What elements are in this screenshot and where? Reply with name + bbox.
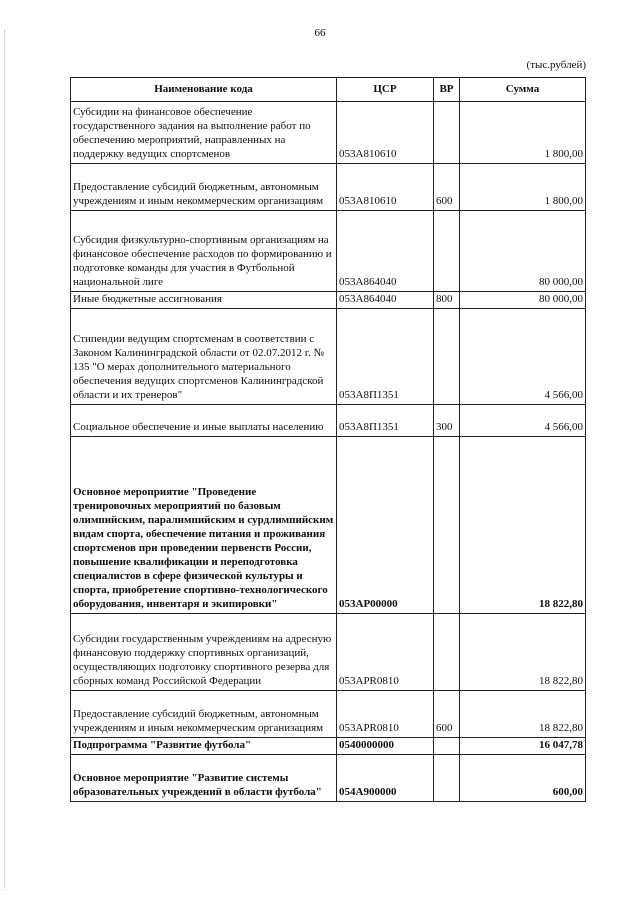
- row-csr: 0540000000: [337, 737, 434, 754]
- row-vr: [434, 211, 460, 292]
- table-row: [71, 436, 586, 613]
- table-row: [71, 404, 586, 436]
- row-vr: 300: [434, 404, 460, 436]
- budget-table: [70, 77, 586, 802]
- row-vr: [434, 737, 460, 754]
- header-csr: ЦСР: [337, 78, 434, 102]
- row-sum: 1 800,00: [460, 102, 586, 164]
- row-vr: 600: [434, 690, 460, 737]
- binding-margin-marks: [4, 30, 7, 890]
- units-label: (тыс.рублей): [526, 59, 586, 71]
- row-csr: 053А864040: [337, 292, 434, 309]
- row-vr: 600: [434, 164, 460, 211]
- row-sum: 18 822,80: [460, 436, 586, 613]
- row-csr: 053А810610: [337, 164, 434, 211]
- table-row: [71, 308, 586, 404]
- row-vr: [434, 102, 460, 164]
- row-csr: 054А900000: [337, 754, 434, 801]
- table-row: [71, 690, 586, 737]
- row-vr: [434, 613, 460, 690]
- header-vr: ВР: [434, 78, 460, 102]
- row-name: Субсидия физкультурно-спортивным организациям на финансовое обеспечение расходов по формированию и подготовке команды для участия в Футбольной национальной лиге: [71, 211, 337, 292]
- table-header-row: [71, 78, 586, 102]
- row-csr: 053АРR0810: [337, 613, 434, 690]
- row-name: Основное мероприятие "Проведение тренировочных мероприятий по базовым олимпийским, паралимпийским и сурдлимпийским видам спорта, обеспечение питания и проживания спортсменов при проведении первенств России, повышение квалификации и переподготовка специалистов в сфере физической культуры и спорта, приобретение спортивно-технологического оборудования, инвентаря и экипировки": [71, 436, 337, 613]
- row-sum: 80 000,00: [460, 292, 586, 309]
- row-vr: 800: [434, 292, 460, 309]
- row-name: Стипендии ведущим спортсменам в соответствии с Законом Калининградской области от 02.07.2012 г. № 135 "О мерах дополнительного материального обеспечения ведущих спортсменов Калининградской области и их тренеров": [71, 308, 337, 404]
- row-name: Социальное обеспечение и иные выплаты населению: [71, 404, 337, 436]
- row-sum: 4 566,00: [460, 308, 586, 404]
- row-csr: 053АР00000: [337, 436, 434, 613]
- row-csr: 053А810610: [337, 102, 434, 164]
- table-row: [71, 164, 586, 211]
- row-name: Основное мероприятие "Развитие системы образовательных учреждений в области футбола": [71, 754, 337, 801]
- row-vr: [434, 308, 460, 404]
- row-name: Подпрограмма "Развитие футбола": [71, 737, 337, 754]
- row-name: Субсидии государственным учреждениям на адресную финансовую поддержку спортивных организаций, осуществляющих подготовку спортивного резерва для сборных команд Российской Федерации: [71, 613, 337, 690]
- page-number: 66: [314, 27, 326, 39]
- row-sum: 18 822,80: [460, 690, 586, 737]
- row-sum: 18 822,80: [460, 613, 586, 690]
- row-csr: 053А864040: [337, 211, 434, 292]
- row-vr: [434, 436, 460, 613]
- header-sum: Сумма: [460, 78, 586, 102]
- row-vr: [434, 754, 460, 801]
- table-row: [71, 292, 586, 309]
- row-sum: 600,00: [460, 754, 586, 801]
- row-sum: 4 566,00: [460, 404, 586, 436]
- table-row: [71, 102, 586, 164]
- row-sum: 1 800,00: [460, 164, 586, 211]
- row-name: Субсидии на финансовое обеспечение государственного задания на выполнение работ по обеспечению мероприятий, направленных на поддержку ведущих спортсменов: [71, 102, 337, 164]
- row-name: Предоставление субсидий бюджетным, автономным учреждениям и иным некоммерческим организациям: [71, 690, 337, 737]
- header-name: Наименование кода: [71, 78, 337, 102]
- row-name: Предоставление субсидий бюджетным, автономным учреждениям и иным некоммерческим организациям: [71, 164, 337, 211]
- row-sum: 80 000,00: [460, 211, 586, 292]
- row-name: Иные бюджетные ассигнования: [71, 292, 337, 309]
- table-row: [71, 754, 586, 801]
- table-row: [71, 737, 586, 754]
- row-csr: 053А8П1351: [337, 404, 434, 436]
- row-csr: 053АРR0810: [337, 690, 434, 737]
- row-sum: 16 047,78: [460, 737, 586, 754]
- table-row: [71, 613, 586, 690]
- table-row: [71, 211, 586, 292]
- row-csr: 053А8П1351: [337, 308, 434, 404]
